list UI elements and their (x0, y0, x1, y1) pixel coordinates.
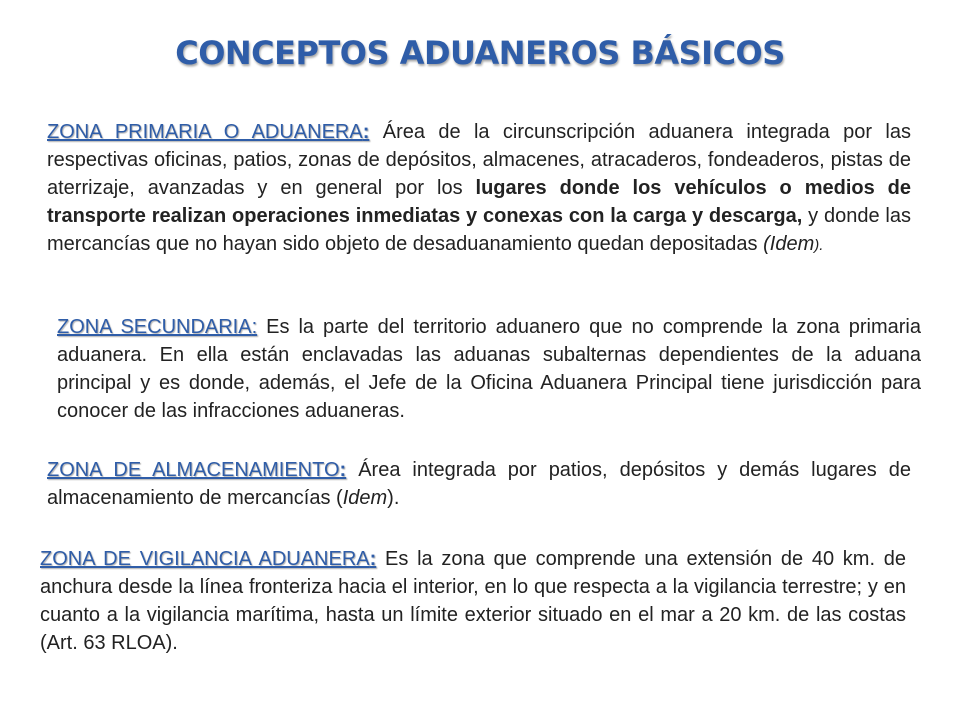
zona-primaria-paragraph (47, 118, 911, 260)
zona-primaria-text-2: y donde las mercancías que no hayan sido objeto de desaduanamiento quedan depositadas (47, 205, 911, 255)
zona-secundaria-paragraph (57, 313, 921, 425)
zona-almacenamiento-ref-close: ). (387, 487, 400, 509)
zona-primaria-ref: Idem (769, 233, 815, 255)
zona-secundaria-text: Es la parte del territorio aduanero que no comprende la zona primaria aduanera. En ella están enclavadas las aduanas subalternas dependientes de la aduana principal y es donde, además, el Jefe de la Oficina Aduanera Principal tiene jurisdicción para conocer de las infracciones aduaneras. (57, 316, 921, 422)
zona-primaria-ref-close: ). (814, 237, 824, 254)
zona-vigilancia-heading-text: ZONA DE VIGILANCIA ADUANERA (40, 548, 370, 570)
zona-primaria-bold-text: lugares donde los vehículos o medios de transporte realizan operaciones inmediatas y conexas con la carga y descarga, (47, 177, 911, 227)
slide-title: CONCEPTOS ADUANEROS BÁSICOS (175, 34, 785, 72)
zona-secundaria-heading (57, 316, 257, 338)
zona-almacenamiento-heading (47, 459, 346, 481)
zona-secundaria-heading-text: ZONA SECUNDARIA (57, 316, 252, 338)
zona-vigilancia-paragraph (40, 545, 906, 657)
zona-vigilancia-heading (40, 548, 376, 570)
zona-almacenamiento-paragraph (47, 456, 911, 512)
zona-vigilancia-text: Es la zona que comprende una extensión de 40 km. de anchura desde la línea fronteriza hacia el interior, en lo que respecta a la vigilancia terrestre; y en cuanto a la vigilancia marítima, hasta un límite exterior situado en el mar a 20 km. de las costas (Art. 63 RLOA). (40, 548, 907, 654)
zona-primaria-heading (47, 121, 369, 143)
zona-primaria-heading-text: ZONA PRIMARIA O ADUANERA (47, 121, 363, 143)
zona-primaria-ref-open: ( (763, 233, 770, 255)
zona-almacenamiento-heading-text: ZONA DE ALMACENAMIENTO (47, 459, 340, 481)
zona-almacenamiento-colon: : (339, 459, 347, 481)
zona-primaria-text-1: Área de la circunscripción aduanera integrada por las respectivas oficinas, patios, zonas de depósitos, almacenes, atracaderos, fondeaderos, pistas de aterrizaje, avanzadas y en general por los (47, 121, 911, 199)
zona-primaria-colon: : (362, 121, 370, 143)
zona-secundaria-colon: : (251, 316, 258, 338)
zona-almacenamiento-ref: Idem (342, 487, 388, 509)
zona-vigilancia-colon: : (369, 548, 377, 570)
zona-almacenamiento-text: Área integrada por patios, depósitos y demás lugares de almacenamiento de mercancías ( (47, 459, 912, 509)
